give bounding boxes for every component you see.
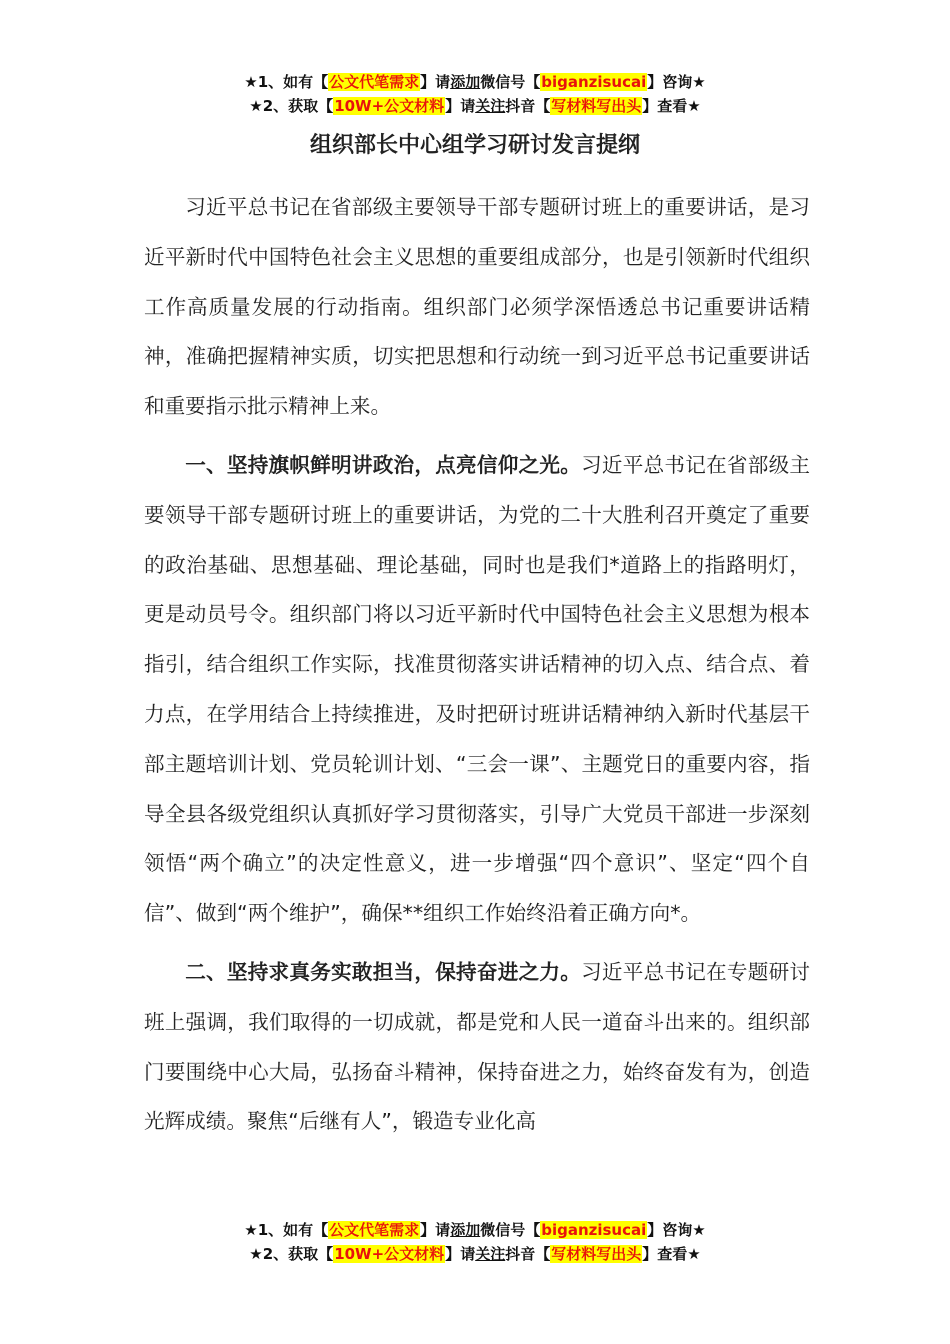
footer-line-2-prefix: ★2、获取【 bbox=[249, 1245, 334, 1263]
header-line-1 bbox=[0, 70, 950, 94]
footer-banner bbox=[0, 1218, 950, 1266]
header-line-2-underlined: 关注 bbox=[475, 97, 506, 115]
header-line-1-highlight-service: 公文代笔需求 bbox=[329, 73, 420, 91]
footer-line-1-underlined: 添加 bbox=[450, 1221, 481, 1239]
section-1-text: 习近平总书记在省部级主要领导干部专题研讨班上的重要讲话，为党的二十大胜利召开奠定了重要的政治基础、思想基础、理论基础，同时也是我们*道路上的指路明灯，更是动员号令。组织部门将以习近平新时代中国特色社会主义思想为根本指引，结合组织工作实际，找准贯彻落实讲话精神的切入点、结合点、着力点，在学用结合上持续推进，及时把研讨班讲话精神纳入新时代基层干部主题培训计划、党员轮训计划、“三会一课”、主题党日的重要内容，指导全县各级党组织认真抓好学习贯彻落实，引导广大党员干部进一步深刻领悟“两个确立”的决定性意义，进一步增强“四个意识”、坚定“四个自信”、做到“两个维护”，确保**组织工作始终沿着正确方向*。 bbox=[144, 452, 811, 926]
header-line-1-mid-2: 微信号【 bbox=[480, 73, 541, 91]
footer-line-1-highlight-service: 公文代笔需求 bbox=[329, 1221, 420, 1239]
footer-line-1-mid-2: 微信号【 bbox=[480, 1221, 541, 1239]
header-line-1-highlight-wechat-id: biganzisucai bbox=[541, 73, 647, 91]
document-body bbox=[144, 183, 810, 1156]
header-line-2-mid-2: 抖音【 bbox=[505, 97, 551, 115]
footer-line-2-highlight-douyin: 写材料写出头 bbox=[551, 1245, 642, 1263]
document-title: 组织部长中心组学习研讨发言提纲 bbox=[309, 133, 640, 158]
header-line-2-suffix: 】查看★ bbox=[642, 97, 701, 115]
footer-line-1-suffix: 】咨询★ bbox=[647, 1221, 706, 1239]
footer-line-2-highlight-materials: 10W+公文材料 bbox=[334, 1245, 445, 1263]
section-2-heading: 二、坚持求真务实敢担当，保持奋进之力。 bbox=[185, 959, 582, 984]
header-line-2-mid: 】请 bbox=[445, 97, 476, 115]
header-line-2-highlight-douyin: 写材料写出头 bbox=[551, 97, 642, 115]
footer-line-1-prefix: ★1、如有【 bbox=[244, 1221, 329, 1239]
header-line-2-prefix: ★2、获取【 bbox=[249, 97, 334, 115]
footer-line-2-underlined: 关注 bbox=[475, 1245, 506, 1263]
section-2-text: 习近平总书记在专题研讨班上强调，我们取得的一切成就，都是党和人民一道奋斗出来的。组织部门要围绕中心大局，弘扬奋斗精神，保持奋进之力，始终奋发有为，创造光辉成绩。聚焦“后继有人”，锻造专业化高 bbox=[144, 959, 811, 1134]
paragraph-intro bbox=[144, 183, 810, 432]
section-1-heading: 一、坚持旗帜鲜明讲政治，点亮信仰之光。 bbox=[185, 452, 582, 477]
footer-line-1-highlight-wechat-id: biganzisucai bbox=[541, 1221, 647, 1239]
footer-line-2-mid: 】请 bbox=[445, 1245, 476, 1263]
footer-line-1 bbox=[0, 1218, 950, 1242]
header-line-2-highlight-materials: 10W+公文材料 bbox=[334, 97, 445, 115]
header-line-1-mid: 】请 bbox=[420, 73, 451, 91]
footer-line-2-suffix: 】查看★ bbox=[642, 1245, 701, 1263]
header-line-1-suffix: 】咨询★ bbox=[647, 73, 706, 91]
header-line-2 bbox=[0, 94, 950, 118]
footer-line-2 bbox=[0, 1242, 950, 1266]
footer-line-1-mid: 】请 bbox=[420, 1221, 451, 1239]
paragraph-section-1 bbox=[144, 441, 810, 939]
header-line-1-prefix: ★1、如有【 bbox=[244, 73, 329, 91]
header-banner bbox=[0, 70, 950, 118]
paragraph-section-2 bbox=[144, 948, 810, 1147]
footer-line-2-mid-2: 抖音【 bbox=[505, 1245, 551, 1263]
paragraph-intro-text: 习近平总书记在省部级主要领导干部专题研讨班上的重要讲话，是习近平新时代中国特色社会主义思想的重要组成部分，也是引领新时代组织工作高质量发展的行动指南。组织部门必须学深悟透总书记重要讲话精神，准确把握精神实质，切实把思想和行动统一到习近平总书记重要讲话和重要指示批示精神上来。 bbox=[144, 195, 810, 419]
header-line-1-underlined: 添加 bbox=[450, 73, 481, 91]
